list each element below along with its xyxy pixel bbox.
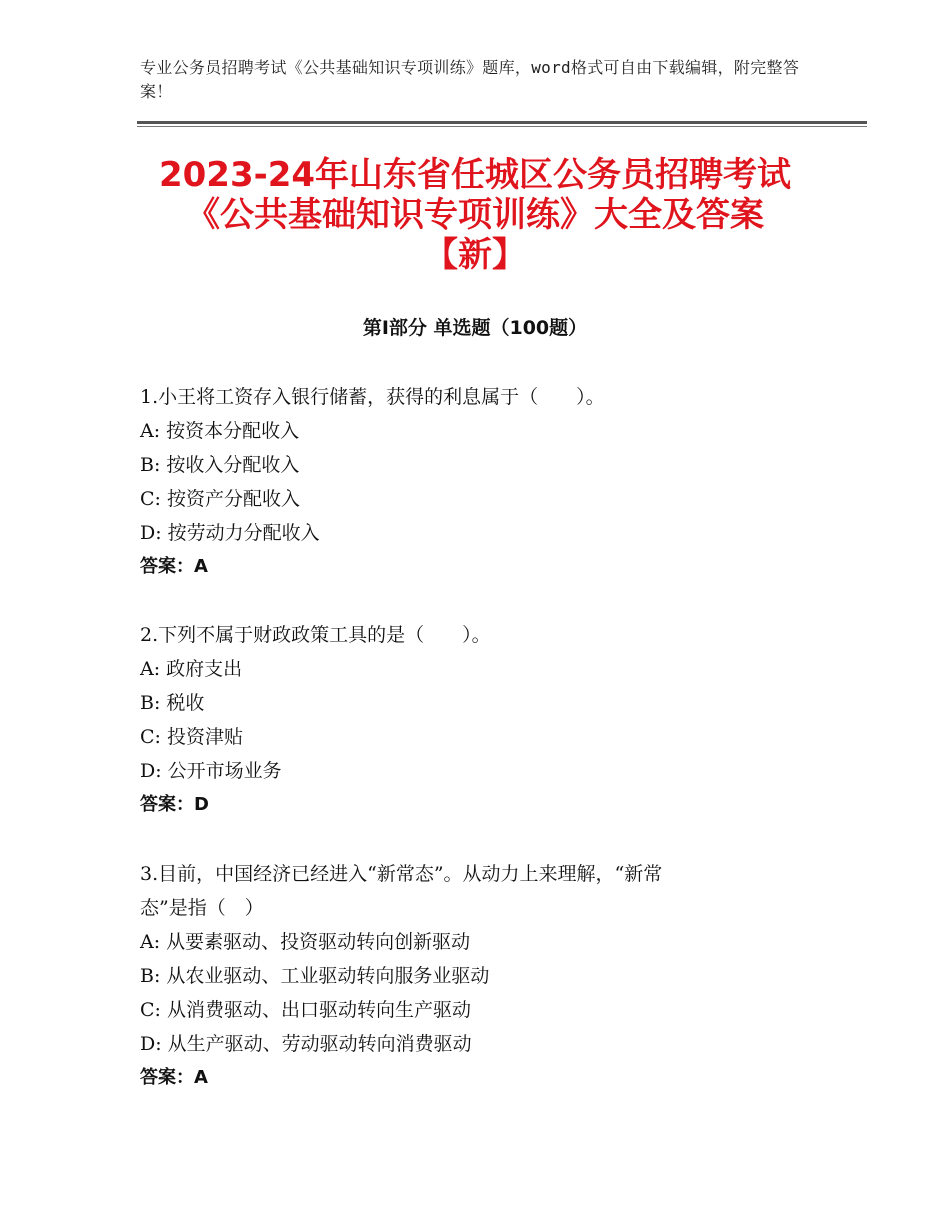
option-b: B: 从农业驱动、工业驱动转向服务业驱动: [140, 965, 490, 987]
question-2: [140, 618, 790, 822]
option-d: D: 从生产驱动、劳动驱动转向消费驱动: [140, 1033, 472, 1055]
option-b: B: 按收入分配收入: [140, 454, 300, 476]
header-divider-thick: [137, 121, 867, 124]
title-line-2: 《公共基础知识专项训练》大全及答案: [186, 195, 764, 235]
option-b: B: 税收: [140, 692, 205, 714]
answer: 答案：A: [140, 1067, 208, 1088]
section-title: 第Ⅰ部分 单选题（100题）: [362, 317, 588, 339]
question-stem: 2.下列不属于财政政策工具的是（ ）。: [140, 624, 491, 646]
header-note: 专业公务员招聘考试《公共基础知识专项训练》题库，word格式可自由下载编辑，附完整答案！: [140, 58, 800, 101]
question-1: [140, 380, 790, 584]
option-c: C: 投资津贴: [140, 726, 243, 748]
option-d: D: 按劳动力分配收入: [140, 522, 320, 544]
header-divider-thin: [137, 126, 867, 127]
option-c: C: 从消费驱动、出口驱动转向生产驱动: [140, 999, 471, 1021]
title-line-1: 2023-24年山东省任城区公务员招聘考试: [158, 155, 792, 195]
title-line-3: 【新】: [424, 235, 526, 275]
option-a: A: 政府支出: [140, 658, 243, 680]
question-stem-line-1: 3.目前，中国经济已经进入“新常态”。从动力上来理解，“新常: [140, 863, 663, 885]
option-d: D: 公开市场业务: [140, 760, 282, 782]
document-title: [140, 155, 810, 275]
option-a: A: 从要素驱动、投资驱动转向创新驱动: [140, 931, 471, 953]
option-a: A: 按资本分配收入: [140, 420, 300, 442]
question-stem: 1.小王将工资存入银行储蓄，获得的利息属于（ ）。: [140, 386, 605, 408]
question-3: [140, 857, 790, 1095]
answer: 答案：D: [140, 794, 209, 815]
option-c: C: 按资产分配收入: [140, 488, 300, 510]
question-stem-line-2: 态”是指（ ）: [140, 897, 264, 919]
answer: 答案：A: [140, 556, 208, 577]
